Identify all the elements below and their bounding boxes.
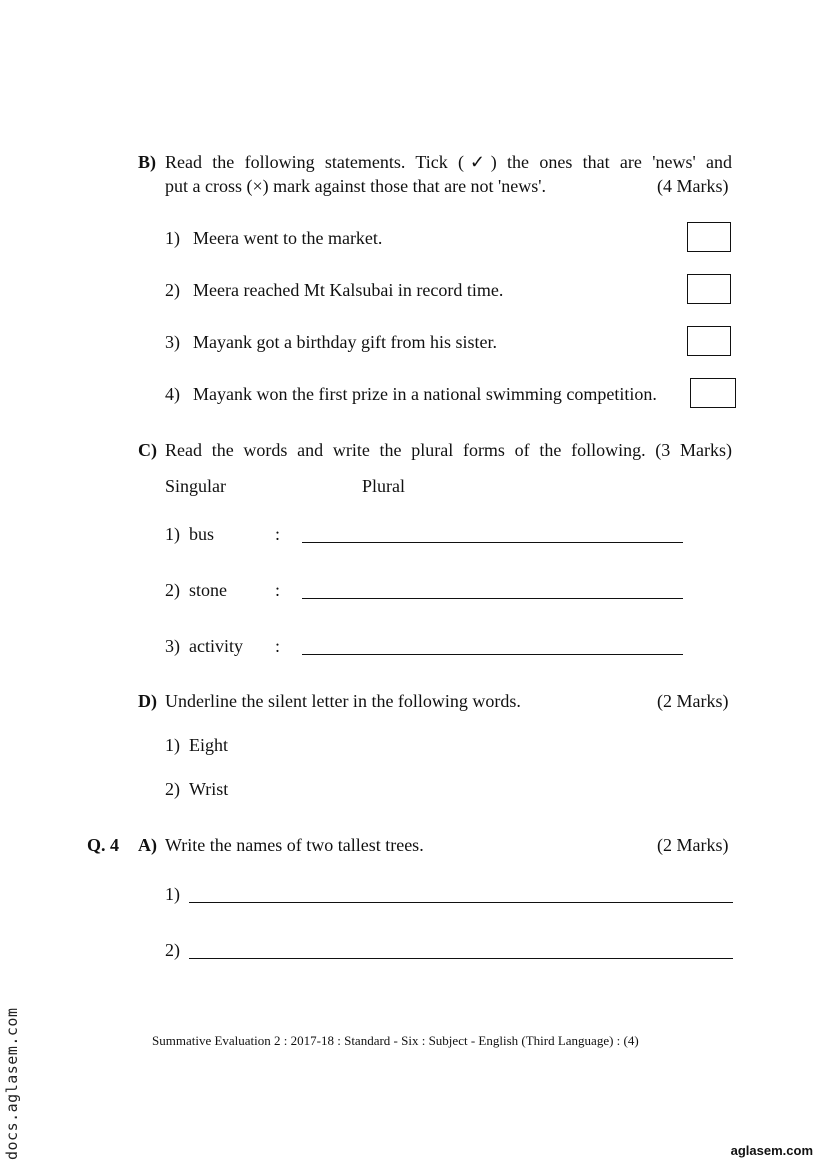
answer-box[interactable] [687,274,731,304]
section-d-marks: (2 Marks) [657,691,729,711]
silent-letter-word: Wrist [189,779,229,799]
item-number: 3) [165,332,180,352]
section-c-instruction: Read the words and write the plural forms of the following. (3 Marks) [165,440,732,460]
column-heading-plural: Plural [362,476,405,496]
q4-marks: (2 Marks) [657,835,729,855]
q4-instruction: Write the names of two tallest trees. [165,835,424,855]
item-number: 1) [165,735,180,755]
separator-colon: : [275,580,281,600]
corner-watermark: aglasem.com [730,1143,813,1158]
item-number: 2) [165,779,180,799]
item-number: 3) [165,636,180,656]
item-text: Meera went to the market. [193,228,383,248]
singular-word: activity [189,636,243,656]
question-number: Q. 4 [87,835,120,855]
answer-line[interactable] [302,654,683,655]
side-watermark: docs.aglasem.com [3,1007,21,1160]
item-text: Mayank won the first prize in a national swimming competition. [193,384,657,404]
column-heading-singular: Singular [165,476,226,496]
item-number: 2) [165,940,180,960]
answer-line[interactable] [189,902,733,903]
section-b-instruction-row [165,151,732,173]
item-number: 2) [165,580,180,600]
singular-word: stone [189,580,227,600]
answer-box[interactable] [687,222,731,252]
item-number: 1) [165,524,180,544]
item-number: 1) [165,884,180,904]
section-d-label: D) [138,691,157,711]
section-b-instruction-line1 [165,151,732,173]
item-number: 1) [165,228,180,248]
section-b-instruction-text: Read the following statements. Tick (✓) the ones that are 'news' and [165,152,732,172]
section-d-instruction: Underline the silent letter in the following words. [165,691,521,711]
answer-box[interactable] [687,326,731,356]
item-number: 2) [165,280,180,300]
answer-box[interactable] [690,378,736,408]
section-b-instruction-line2: put a cross (×) mark against those that are not 'news'. [165,176,547,196]
separator-colon: : [275,524,281,544]
separator-colon: : [275,636,281,656]
section-b-marks: (4 Marks) [657,176,729,196]
page-footer: Summative Evaluation 2 : 2017-18 : Standard - Six : Subject - English (Third Language) : (4) [152,1033,639,1048]
item-number: 4) [165,384,180,404]
item-text: Mayank got a birthday gift from his sister. [193,332,497,352]
item-text: Meera reached Mt Kalsubai in record time. [193,280,504,300]
singular-word: bus [189,524,215,544]
section-b-label: B) [138,152,156,172]
q4-part-label: A) [138,835,157,855]
section-c-label: C) [138,440,157,460]
silent-letter-word: Eight [189,735,228,755]
answer-line[interactable] [189,958,733,959]
answer-line[interactable] [302,598,683,599]
answer-line[interactable] [302,542,683,543]
